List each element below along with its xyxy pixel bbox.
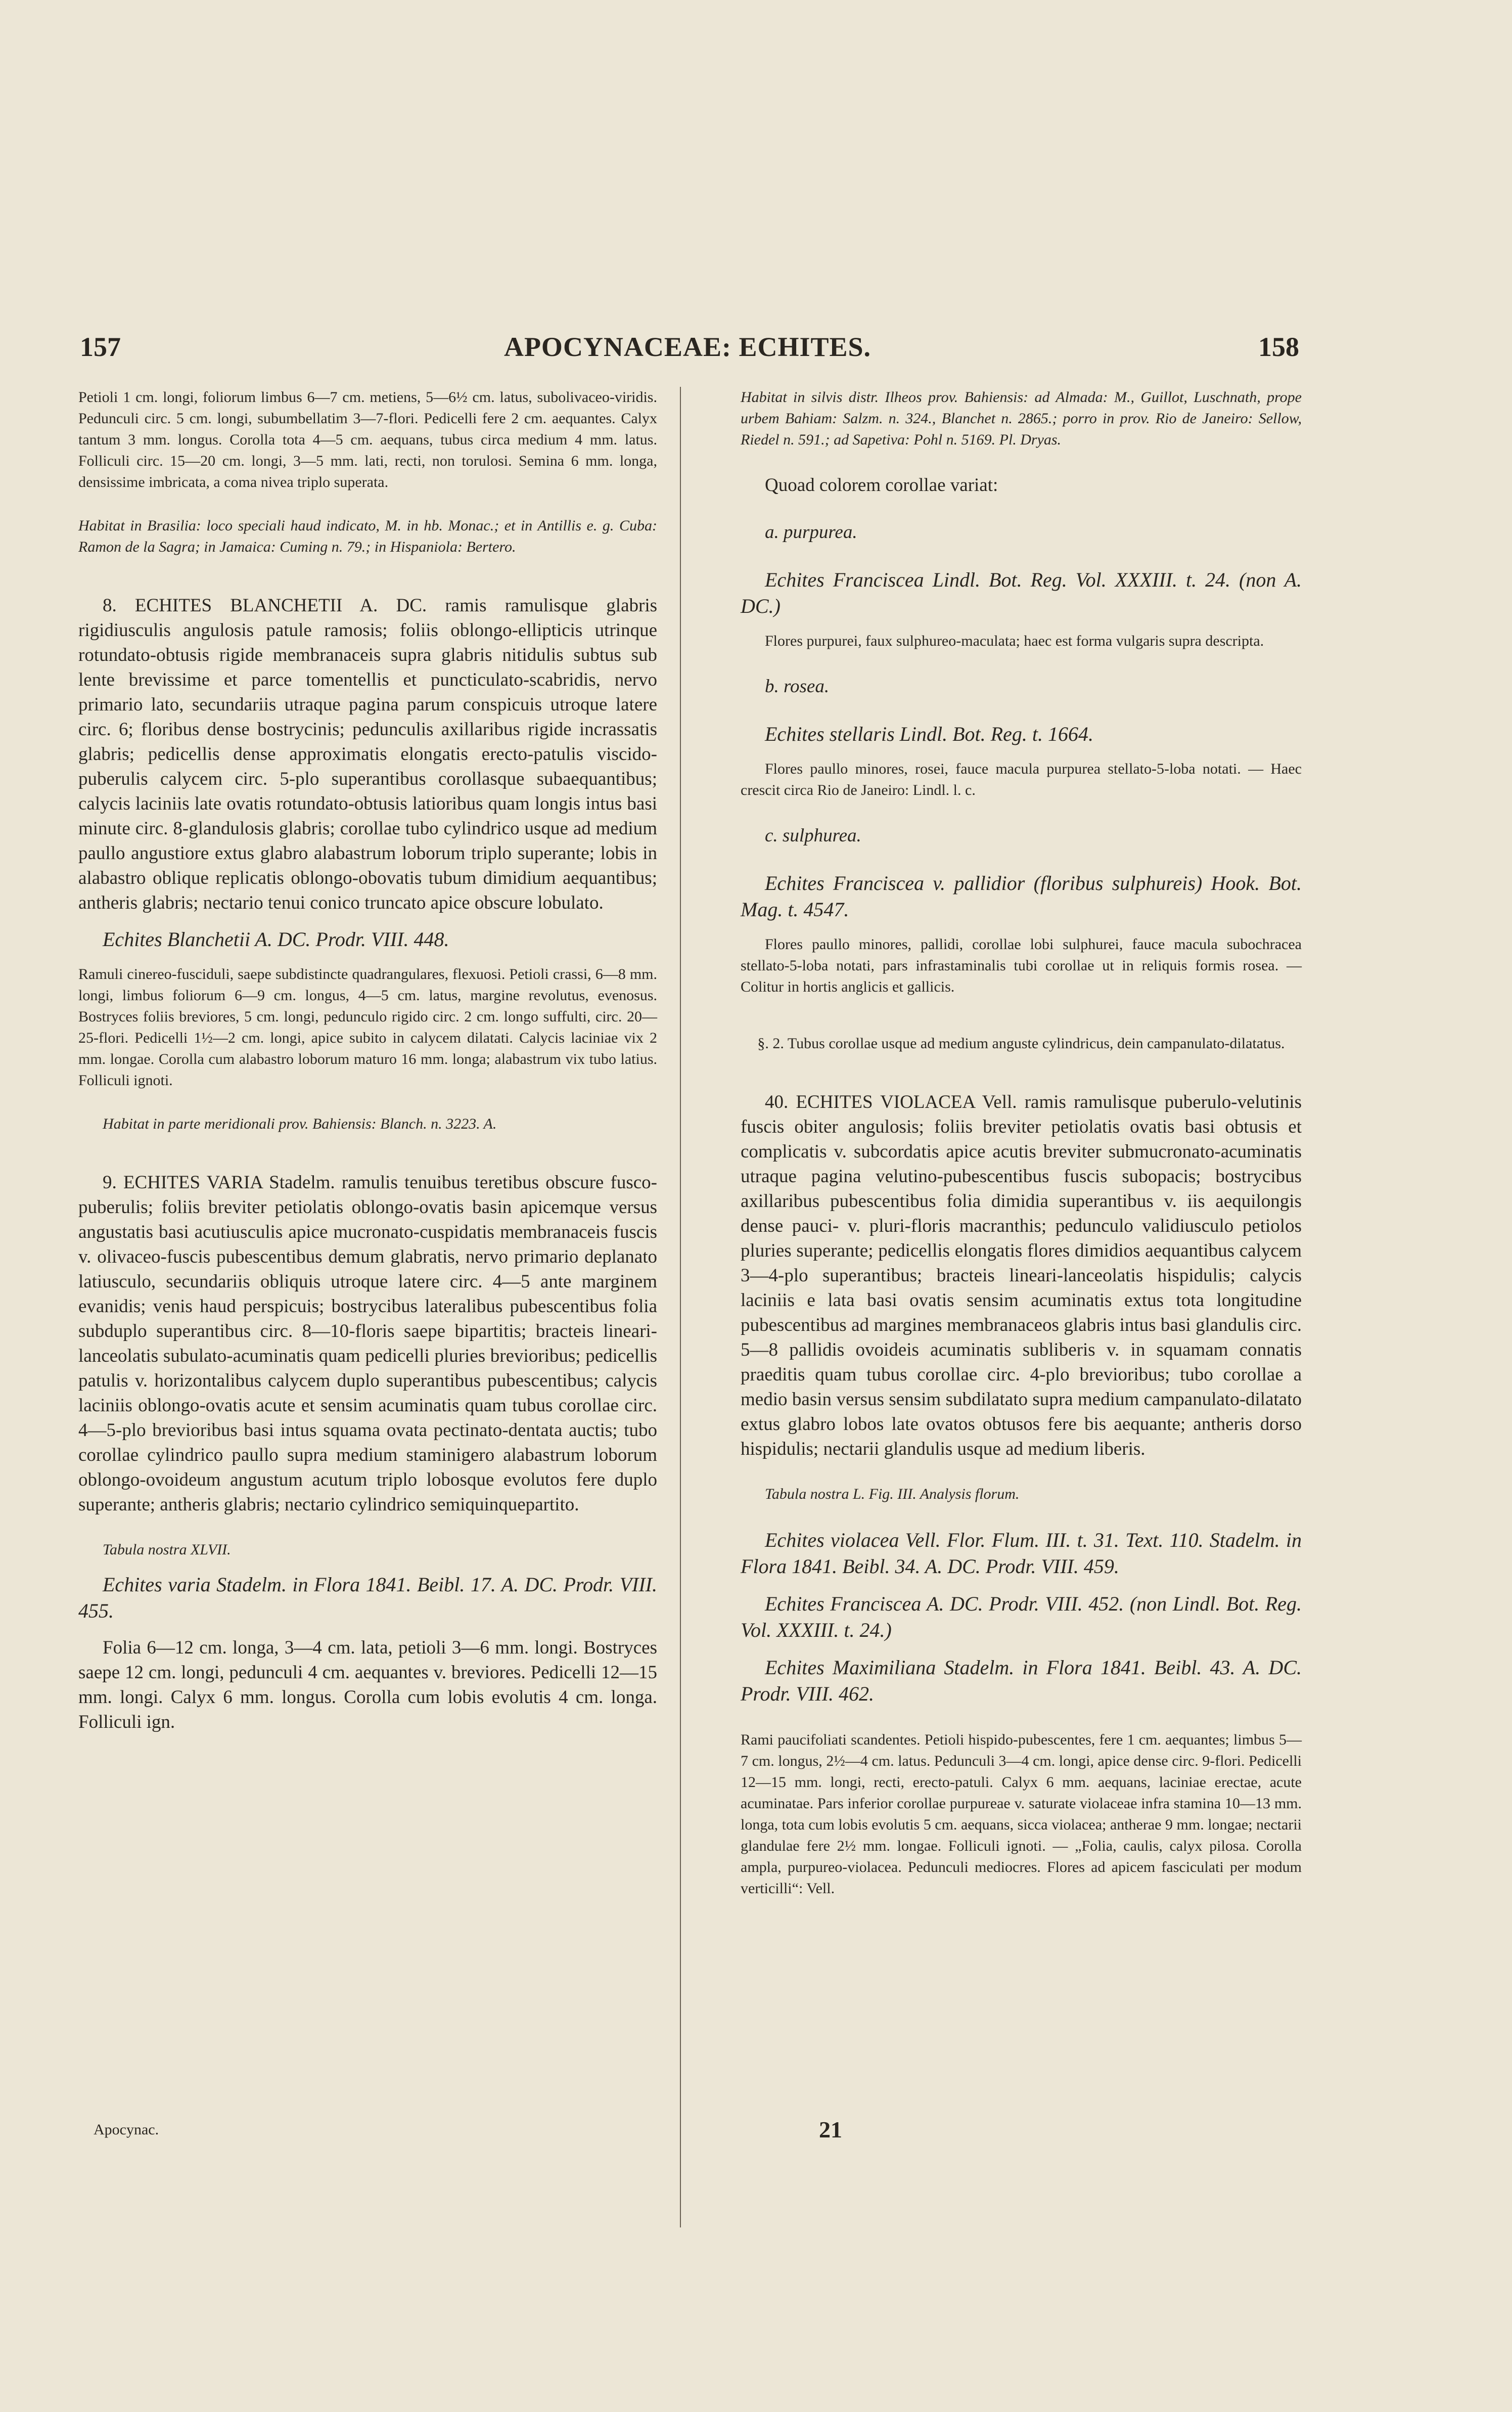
variety-b-reference: Echites stellaris Lindl. Bot. Reg. t. 1664. <box>765 723 1093 745</box>
species-7-description: Petioli 1 cm. longi, foliorum limbus 6—7 cm. metiens, 5—6½ cm. latus, subolivaceo-viridis. Pedunculi circ. 5 cm. longi, subumbellatim 3—7-flori. Pedicelli fere 2 cm. aequantes. Calyx tantum 3 mm. longus. Corolla tota 4—5 cm. aequans, tubus circa medium 4 mm. latus. Folliculi circ. 15—20 cm. longi, 3—5 mm. lati, recti, non torulosi. Semina 6 mm. longa, densissime imbricata, a coma nivea triplo superata. <box>78 389 657 490</box>
page-header <box>76 331 1299 372</box>
species-8-diagnosis: 8. ECHITES BLANCHETII A. DC. ramis ramulisque glabris rigidiusculis angulosis patule ramosis; foliis oblongo-ellipticis utrinque rotundato-obtusis rigide membranaceis supra glabris nitidulis subtus sub lente brevissime et parce tomentellis et puncticulato-scabridis, nervo primario lato, secundariis utraque pagina parum conspicuis utroque latere circ. 6; floribus dense bostrycinis; pedunculis axillaribus rigide incrassatis glabris; pedicellis dense approximatis elongatis erecto-patulis viscido-puberulis calycem circ. 5-plo superantibus corollasque subaequantibus; calycis laciniis late ovatis rotundato-obtusis latioribus quam longis intus basi minute circ. 8-glandulosis glabris; corollae tubo cylindrico usque ad medium paullo angustiore extus glabro alabastrum loborum triplo superante; lobis in alabastro oblique replicatis oblongo-obovatis tubum dimidium aequantibus; antheris glabris; nectario tenui conico truncato apice obscure lobulato. <box>78 595 657 913</box>
species-8-habitat: Habitat in parte meridionali prov. Bahiensis: Blanch. n. 3223. A. <box>103 1115 497 1132</box>
species-39-habitat: Habitat in silvis distr. Ilheos prov. Bahiensis: ad Almada: M., Guillot, Luschnath, prope urbem Bahiam: Salzm. n. 324., Blanchet n. 2865.; porro in prov. Rio de Janeiro: Sellow, Riedel n. 591.; ad Sapetiva: Pohl n. 5169. Pl. Dryas. <box>741 389 1302 448</box>
species-8-description: Ramuli cinereo-fusciduli, saepe subdistincte quadrangulares, flexuosi. Petioli crassi, 6—8 mm. longi, limbus foliorum 6—9 cm. longus, 4—5 cm. latus, margine revolutus, evenosus. Bostryces foliis breviores, 5 cm. longi, pedunculo rigido circ. 2 cm. longo suffulti, circ. 20—25-flori. Pedicelli 1½—2 cm. longi, apice subito in calycem dilatati. Calycis laciniae vix 2 mm. longae. Corolla cum alabastro loborum maturo 16 mm. longa; alabastrum vix tubo latius. Folliculi ignoti. <box>78 966 657 1089</box>
variety-c-description: Flores paullo minores, pallidi, corollae lobi sulphurei, fauce macula subochracea stellato-5-loba notati, pars infrastaminalis tubi corollae ut in reliquis formis rosea. — Colitur in hortis anglicis et gallicis. <box>741 936 1302 995</box>
right-column <box>741 387 1302 1899</box>
variety-a-heading: a. purpurea. <box>765 522 857 543</box>
species-40-plate: Tabula nostra L. Fig. III. Analysis florum. <box>765 1486 1020 1502</box>
species-40-reference-2: Echites Franciscea A. DC. Prodr. VIII. 452. (non Lindl. Bot. Reg. Vol. XXXIII. t. 24.) <box>741 1592 1302 1641</box>
variety-intro: Quoad colorem corollae variat: <box>765 475 998 496</box>
species-40-reference-3: Echites Maximiliana Stadelm. in Flora 1841. Beibl. 43. A. DC. Prodr. VIII. 462. <box>741 1656 1302 1705</box>
variety-c-reference: Echites Franciscea v. pallidior (floribus sulphureis) Hook. Bot. Mag. t. 4547. <box>741 872 1302 921</box>
variety-c-heading: c. sulphurea. <box>765 825 861 846</box>
variety-a-reference: Echites Franciscea Lindl. Bot. Reg. Vol. XXXIII. t. 24. (non A. DC.) <box>741 568 1302 617</box>
page-number-left: 157 <box>80 332 121 362</box>
variety-b-heading: b. rosea. <box>765 676 830 697</box>
column-divider <box>680 387 681 2227</box>
section-2-heading: §. 2. Tubus corollae usque ad medium anguste cylindricus, dein campanulato-dilatatus. <box>757 1035 1285 1052</box>
species-9-diagnosis: 9. ECHITES VARIA Stadelm. ramulis tenuibus teretibus obscure fusco-puberulis; foliis breviter petiolatis oblongo-ovatis basin apicemque versus angustatis basi acutiusculis apice mucronato-cuspidatis membranaceis fuscis v. olivaceo-fuscis pubescentibus demum glabratis, nervo primario deplanato latiusculo, secundariis obliquis utroque latere circ. 4—5 ante marginem evanidis; venis haud perspicuis; bostrycibus lateralibus pubescentibus folia subduplo superantibus circ. 8—10-floris saepe bipartitis; bracteis lineari-lanceolatis subulato-acuminatis quam pedicelli pluries brevioribus; pedicellis patulis v. horizontalibus calycem duplo superantibus pubescentibus; calycis laciniis oblongo-ovatis acute et sensim acuminatis quam tubus corollae circ. 4—5-plo brevioribus basi intus squama ovata pectinato-dentata auctis; tubo corollae cylindrico paullo supra medium staminigero alabastrum loborum oblongo-ovoideum angustum acutum triplo lobosque evolutos fere duplo superante; antheris glabris; nectario cylindrico semiquinquepartito. <box>78 1172 657 1515</box>
sheet-number: 21 <box>819 2117 842 2142</box>
page-number-right: 158 <box>1258 332 1299 362</box>
left-column <box>78 387 657 1734</box>
species-8-reference: Echites Blanchetii A. DC. Prodr. VIII. 448. <box>103 928 449 951</box>
running-title: APOCYNACEAE: ECHITES. <box>503 332 872 362</box>
species-9-reference: Echites varia Stadelm. in Flora 1841. Beibl. 17. A. DC. Prodr. VIII. 455. <box>78 1573 657 1622</box>
variety-a-description: Flores purpurei, faux sulphureo-maculata; haec est forma vulgaris supra descripta. <box>765 633 1264 649</box>
species-40-diagnosis: 40. ECHITES VIOLACEA Vell. ramis ramulisque puberulo-velutinis fuscis obiter angulosis; foliis breviter petiolatis ovatis basi obtusis et complicatis v. subcordatis apice acutis breviter submucronato-acuminatis utraque pagina velutino-pubescentibus fuscis subopacis; bostrycibus axillaribus pubescentibus folia dimidia superantibus v. iis aequilongis dense pauci- v. pluri-floris macranthis; pedunculo validiusculo petiolos pluries superante; pedicellis elongatis flores dimidios aequantibus calycem 3—4-plo superantibus; bracteis lineari-lanceolatis hispidulis; calycis laciniis e lata basi ovatis sensim acuminatis extus tota longitudine pubescentibus ad margines membranaceos glabris intus basi glandulis circ. 5—8 pallidis ovoideis acuminatis subliberis v. in squamam connatis praeditis quam tubus corollae circ. 4-plo brevioribus; tubo corollae a medio basin versus sensim subdilatato supra medium campanulato-dilatato extus glabro lobos late ovatos obtusos fere bis aequante; antheris dorso hispidulis; nectarii glandulis usque ad medium liberis. <box>741 1092 1302 1459</box>
signature-mark: Apocynac. <box>94 2121 159 2138</box>
species-9-description: Folia 6—12 cm. longa, 3—4 cm. lata, petioli 3—6 mm. longi. Bostryces saepe 12 cm. longi, pedunculi 4 cm. aequantes v. breviores. Pedicelli 12—15 mm. longi. Calyx 6 mm. longus. Corolla cum lobis evolutis 4 cm. longa. Folliculi ign. <box>78 1637 657 1732</box>
species-7-habitat: Habitat in Brasilia: loco speciali haud indicato, M. in hb. Monac.; et in Antillis e. g. Cuba: Ramon de la Sagra; in Jamaica: Cuming n. 79.; in Hispaniola: Bertero. <box>78 517 657 555</box>
species-40-reference-1: Echites violacea Vell. Flor. Flum. III. t. 31. Text. 110. Stadelm. in Flora 1841. Beibl. 34. A. DC. Prodr. VIII. 459. <box>741 1529 1302 1578</box>
species-9-plate: Tabula nostra XLVII. <box>103 1541 231 1558</box>
variety-b-description: Flores paullo minores, rosei, fauce macula purpurea stellato-5-loba notati. — Haec crescit circa Rio de Janeiro: Lindl. l. c. <box>741 761 1302 798</box>
species-40-description: Rami paucifoliati scandentes. Petioli hispido-pubescentes, fere 1 cm. aequantes; limbus 5—7 cm. longus, 2½—4 cm. latus. Pedunculi 3—4 cm. longi, apice dense circ. 9-flori. Pedicelli 12—15 mm. longi, recti, erecto-patuli. Calyx 6 mm. aequans, laciniae erectae, acute acuminatae. Pars inferior corollae purpureae v. saturate violaceae infra stamina 10—13 mm. longa, tota cum lobis evolutis 5 cm. aequans, sicca violacea; antherae 9 mm. longae; nectarii glandulae fere 2½ mm. longae. Folliculi ignoti. — „Folia, caulis, calyx pilosa. Corolla ampla, purpureo-violacea. Pedunculi mediocres. Flores ad apicem fasciculati per modum verticilli“: Vell. <box>741 1731 1302 1897</box>
